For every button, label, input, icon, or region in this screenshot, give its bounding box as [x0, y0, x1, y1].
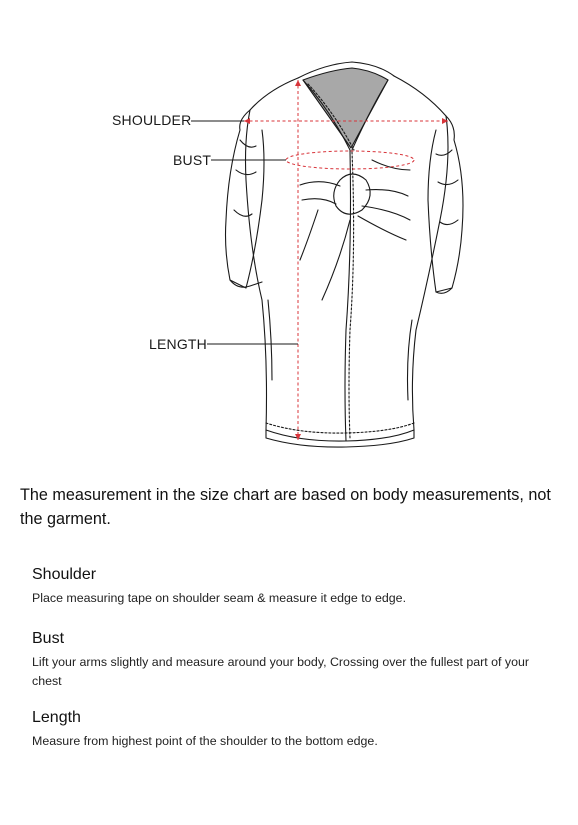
neckline-fill — [303, 68, 388, 148]
side-shade-right — [408, 320, 413, 400]
sleeve-right — [428, 116, 463, 292]
length-section — [32, 709, 562, 751]
hem-stitch — [266, 423, 414, 433]
shoulder-section — [32, 566, 562, 608]
knot — [334, 174, 370, 214]
shoulder-instructions: Place measuring tape on shoulder seam & measure it edge to edge. — [32, 591, 407, 605]
shoulder-heading: Shoulder — [32, 566, 97, 583]
hem — [266, 430, 414, 441]
fold-4 — [362, 206, 410, 220]
front-wrap-stitch-2 — [349, 152, 354, 438]
length-instructions: Measure from highest point of the shoulder to the bottom edge. — [32, 734, 378, 748]
bust-instructions: Lift your arms slightly and measure around your body, Crossing over the fullest part of your chest — [32, 655, 530, 688]
body-outline-right — [394, 76, 448, 430]
shoulder-callout: SHOULDER — [112, 112, 192, 128]
length-heading: Length — [32, 709, 81, 726]
bust-heading: Bust — [32, 630, 65, 647]
intro-note: The measurement in the size chart are based on body measurements, not the garment. — [20, 486, 551, 528]
length-arrow-top — [295, 80, 301, 86]
fold-5 — [358, 216, 406, 240]
fold-7 — [300, 210, 318, 260]
sleeve-left — [226, 110, 265, 288]
length-callout: LENGTH — [149, 336, 207, 352]
sleeve-right-gather — [436, 150, 458, 225]
fold-1 — [300, 182, 340, 186]
shoulder-arrow-left — [244, 118, 250, 124]
fold-6 — [322, 220, 350, 300]
side-shade-left — [268, 300, 272, 380]
fold-2 — [302, 199, 336, 204]
sleeve-left-gather — [234, 140, 256, 216]
bust-section — [32, 630, 562, 691]
fold-3 — [366, 190, 408, 196]
length-arrow-bottom — [295, 434, 301, 440]
bust-callout: BUST — [173, 152, 212, 168]
hem-lower — [266, 430, 414, 447]
